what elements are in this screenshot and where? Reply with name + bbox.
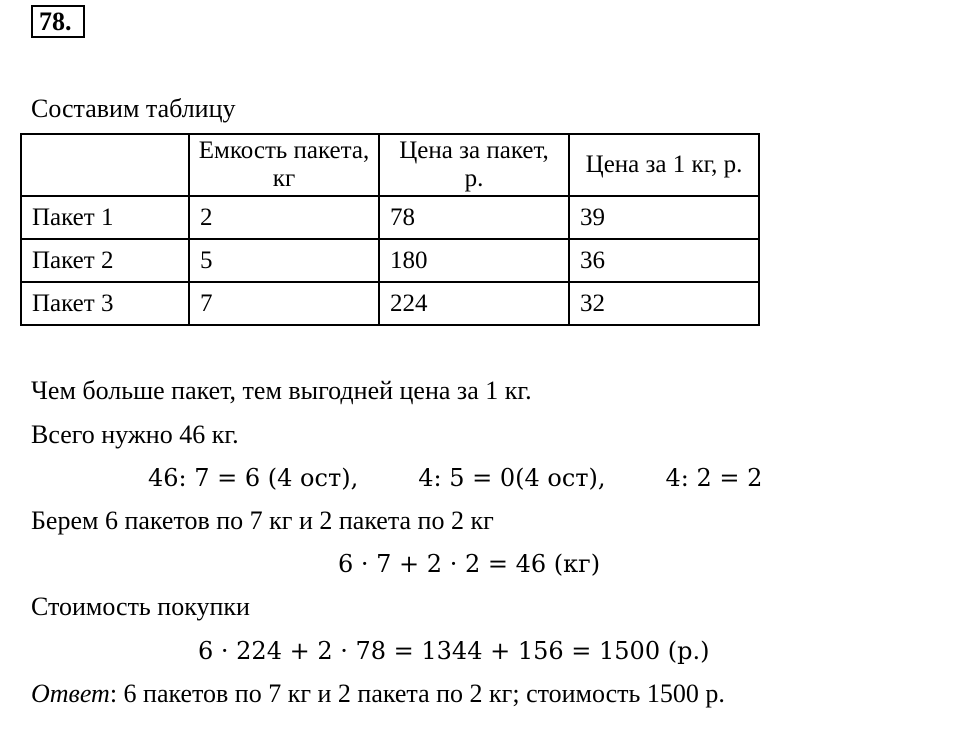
table-row [21,282,759,325]
capacity-cell: 2 [189,196,379,239]
answer-label: Ответ [31,679,110,708]
kg-price-cell: 36 [569,239,759,282]
formula-division-3: 4: 2 = 2 [665,464,763,492]
capacity-cell: 5 [189,239,379,282]
division-formulas [148,463,762,493]
capacity-cell: 7 [189,282,379,325]
package-price-cell: 78 [379,196,569,239]
package-price-cell: 180 [379,239,569,282]
header-empty [21,134,189,196]
table-header-row [21,134,759,196]
conclusion-text: Чем больше пакет, тем выгодней цена за 1 кг. [31,376,532,405]
row-label: Пакет 3 [21,282,189,325]
cost-formula: 6 · 224 + 2 · 78 = 1344 + 156 = 1500 (р.) [198,637,710,665]
package-price-cell: 224 [379,282,569,325]
header-kg-price: Цена за 1 кг, р. [569,134,759,196]
kg-price-cell: 39 [569,196,759,239]
row-label: Пакет 1 [21,196,189,239]
formula-division-2: 4: 5 = 0(4 ост), [418,464,606,492]
total-needed-text: Всего нужно 46 кг. [31,420,239,449]
table-row [21,239,759,282]
problem-number: 78. [31,5,85,38]
answer-text: : 6 пакетов по 7 кг и 2 пакета по 2 кг; стоимость 1500 р. [109,679,725,708]
intro-text: Составим таблицу [31,94,236,123]
answer-line [31,679,725,709]
formula-division-1: 46: 7 = 6 (4 ост), [148,464,359,492]
header-capacity: Емкость пакета, кг [189,134,379,196]
weight-formula: 6 · 7 + 2 · 2 = 46 (кг) [338,550,601,578]
price-table [20,133,760,326]
row-label: Пакет 2 [21,239,189,282]
cost-label: Стоимость покупки [31,592,250,621]
choice-text: Берем 6 пакетов по 7 кг и 2 пакета по 2 кг [31,506,494,535]
header-package-price: Цена за пакет, р. [379,134,569,196]
kg-price-cell: 32 [569,282,759,325]
table-row [21,196,759,239]
